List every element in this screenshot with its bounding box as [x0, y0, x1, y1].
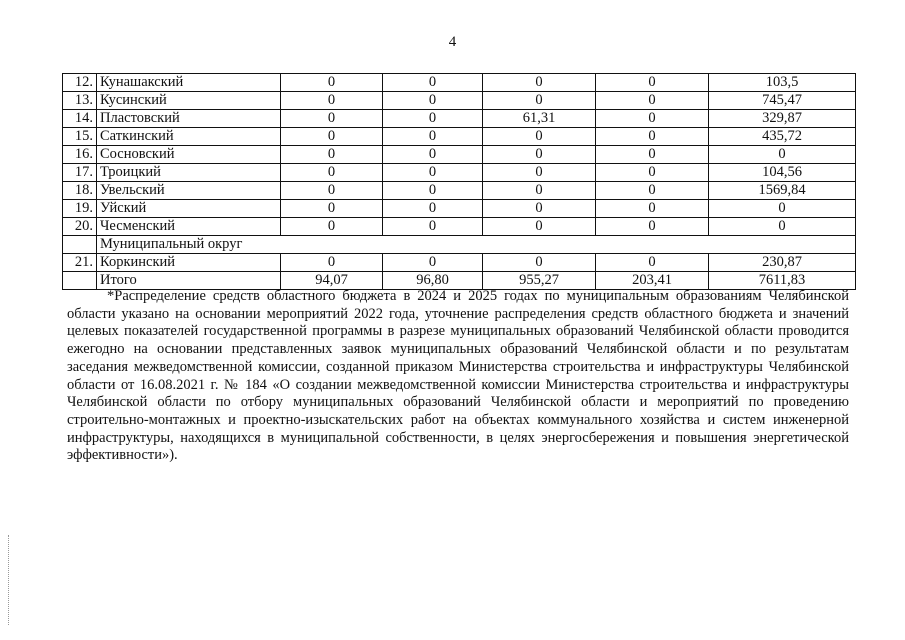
- total-row: [63, 272, 856, 290]
- value-cell: 0: [709, 146, 856, 164]
- row-number: 20.: [63, 218, 97, 236]
- row-number: [63, 236, 97, 254]
- row-number: 19.: [63, 200, 97, 218]
- value-cell: 0: [281, 92, 383, 110]
- municipality-name: Саткинский: [97, 128, 281, 146]
- value-cell: 0: [596, 164, 709, 182]
- value-cell: 435,72: [709, 128, 856, 146]
- municipality-name: Коркинский: [97, 254, 281, 272]
- value-cell: 0: [383, 128, 483, 146]
- value-cell: 0: [483, 200, 596, 218]
- page-number: 4: [448, 34, 457, 50]
- row-number: 21.: [63, 254, 97, 272]
- value-cell: 0: [281, 200, 383, 218]
- value-cell: 0: [596, 110, 709, 128]
- table-row: [63, 200, 856, 218]
- value-cell: 0: [281, 128, 383, 146]
- value-cell: 0: [383, 218, 483, 236]
- row-number: 14.: [63, 110, 97, 128]
- row-number: [63, 272, 97, 290]
- row-number: 13.: [63, 92, 97, 110]
- section-heading: Муниципальный округ: [97, 236, 856, 254]
- value-cell: 61,31: [483, 110, 596, 128]
- value-cell: 0: [483, 218, 596, 236]
- value-cell: 0: [483, 254, 596, 272]
- value-cell: 104,56: [709, 164, 856, 182]
- table-row: [63, 92, 856, 110]
- value-cell: 0: [281, 218, 383, 236]
- row-number: 16.: [63, 146, 97, 164]
- municipality-name: Пластовский: [97, 110, 281, 128]
- value-cell: 230,87: [709, 254, 856, 272]
- municipality-name: Чесменский: [97, 218, 281, 236]
- total-label: Итого: [97, 272, 281, 290]
- table-row: [63, 218, 856, 236]
- row-number: 17.: [63, 164, 97, 182]
- value-cell: 0: [483, 74, 596, 92]
- table-row: [63, 254, 856, 272]
- total-value: 203,41: [596, 272, 709, 290]
- value-cell: 0: [281, 146, 383, 164]
- value-cell: 0: [383, 164, 483, 182]
- municipality-name: Кунашакский: [97, 74, 281, 92]
- value-cell: 0: [281, 74, 383, 92]
- value-cell: 0: [383, 92, 483, 110]
- value-cell: 745,47: [709, 92, 856, 110]
- table-row: [63, 164, 856, 182]
- value-cell: 0: [483, 164, 596, 182]
- value-cell: 0: [281, 254, 383, 272]
- total-value: 955,27: [483, 272, 596, 290]
- row-number: 12.: [63, 74, 97, 92]
- table-row: [63, 110, 856, 128]
- section-row: [63, 236, 856, 254]
- municipality-name: Уйский: [97, 200, 281, 218]
- total-value: 7611,83: [709, 272, 856, 290]
- table-row: [63, 146, 856, 164]
- value-cell: 0: [483, 92, 596, 110]
- value-cell: 0: [709, 200, 856, 218]
- total-value: 96,80: [383, 272, 483, 290]
- value-cell: 0: [281, 182, 383, 200]
- scan-margin-mark: [8, 535, 10, 625]
- value-cell: 0: [281, 110, 383, 128]
- value-cell: 0: [281, 164, 383, 182]
- value-cell: 0: [596, 74, 709, 92]
- value-cell: 0: [383, 110, 483, 128]
- row-number: 15.: [63, 128, 97, 146]
- row-number: 18.: [63, 182, 97, 200]
- total-value: 94,07: [281, 272, 383, 290]
- value-cell: 329,87: [709, 110, 856, 128]
- value-cell: 1569,84: [709, 182, 856, 200]
- value-cell: 0: [596, 128, 709, 146]
- value-cell: 0: [383, 200, 483, 218]
- municipality-name: Сосновский: [97, 146, 281, 164]
- value-cell: 0: [483, 182, 596, 200]
- value-cell: 0: [596, 92, 709, 110]
- value-cell: 0: [483, 146, 596, 164]
- table-row: [63, 182, 856, 200]
- municipality-name: Троицкий: [97, 164, 281, 182]
- municipality-name: Увельский: [97, 182, 281, 200]
- value-cell: 0: [596, 146, 709, 164]
- value-cell: 0: [596, 254, 709, 272]
- value-cell: 0: [596, 200, 709, 218]
- value-cell: 0: [483, 128, 596, 146]
- value-cell: 0: [383, 146, 483, 164]
- value-cell: 0: [709, 218, 856, 236]
- value-cell: 0: [383, 74, 483, 92]
- funding-table: [62, 73, 856, 290]
- footnote-paragraph: *Распределение средств областного бюджета в 2024 и 2025 годах по муниципальным образованиям Челябинской области указано на основании мероприятий 2022 года, уточнение распределения средств областного бюджета и значений целевых показателей государственной программы в разрезе муниципальных образований Челябинской области проводится ежегодно на основании представленных заявок муниципальных образований Челябинской области и по результатам заседания межведомственной комиссии, созданной приказом Министерства строительства и инфраструктуры Челябинской области от 16.08.2021 г. № 184 «О создании межведомственной комиссии Министерства строительства и инфраструктуры Челябинской области по отбору муниципальных образований Челябинской области и мероприятий по проведению строительно-монтажных и проектно-изыскательских работ на объектах коммунального хозяйства и систем инженерной инфраструктуры, находящихся в муниципальной собственности, в целях энергосбережения и повышения энергетической эффективности»).: [67, 288, 849, 464]
- value-cell: 0: [596, 182, 709, 200]
- value-cell: 0: [596, 218, 709, 236]
- value-cell: 0: [383, 182, 483, 200]
- value-cell: 103,5: [709, 74, 856, 92]
- municipality-name: Кусинский: [97, 92, 281, 110]
- value-cell: 0: [383, 254, 483, 272]
- table-row: [63, 74, 856, 92]
- table-row: [63, 128, 856, 146]
